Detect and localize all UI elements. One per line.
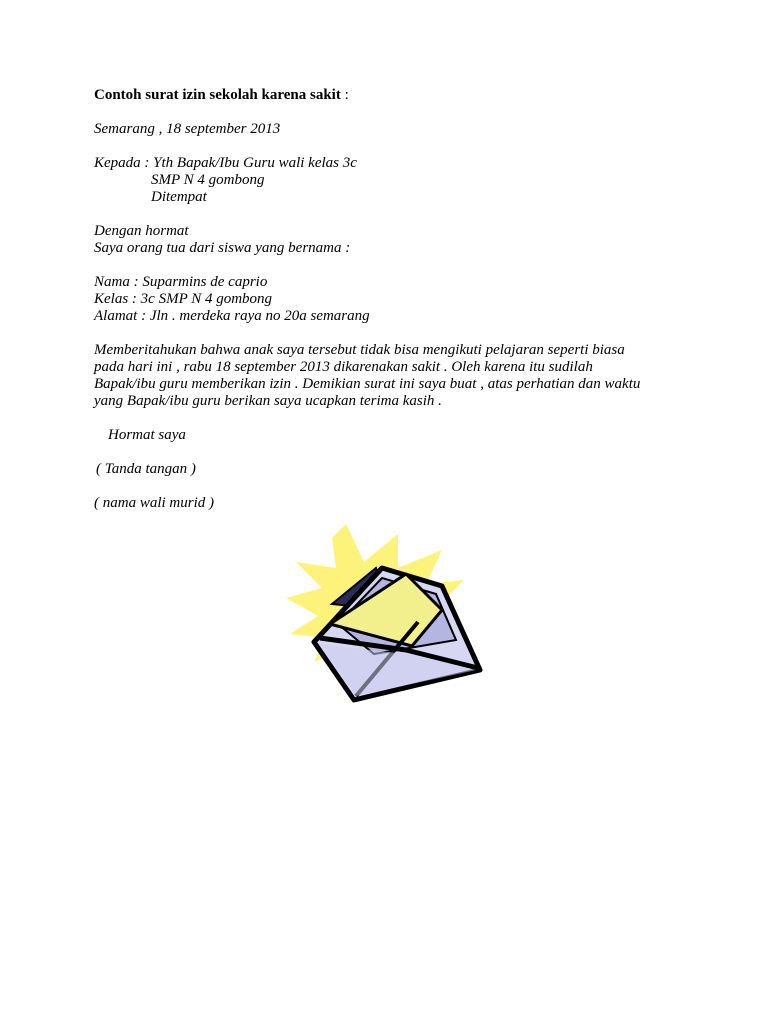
signature-placeholder: ( Tanda tangan ) [96,461,196,477]
student-class-field: Kelas : 3c SMP N 4 gombong [94,291,273,307]
body-line-3: Bapak/ibu guru memberikan izin . Demikian surat ini saya buat , atas perhatian dan waktu [94,376,641,392]
student-address-field: Alamat : Jln . merdeka raya no 20a semarang [94,308,370,324]
heading-colon: : [340,87,349,103]
letter-heading [94,86,349,104]
body-line-1: Memberitahukan bahwa anak saya tersebut tidak bisa mengikuti pelajaran seperti biasa [94,342,625,358]
intro-sentence: Saya orang tua dari siswa yang bernama : [94,240,351,256]
student-name-field: Nama : Suparmins de caprio [94,274,268,290]
closing: Hormat saya [108,427,186,443]
signer-name: ( nama wali murid ) [94,495,214,511]
recipient-line-1: Kepada : Yth Bapak/Ibu Guru wali kelas 3c [94,155,357,171]
envelope-icon [286,522,486,707]
greeting: Dengan hormat [94,223,189,239]
body-line-2: pada hari ini , rabu 18 september 2013 dikarenakan sakit . Oleh karena itu sudilah [94,359,593,375]
recipient-line-3: Ditempat [151,189,207,205]
place-date: Semarang , 18 september 2013 [94,121,281,137]
recipient-line-2: SMP N 4 gombong [151,172,265,188]
heading-bold-text: Contoh surat izin sekolah karena sakit [94,87,341,103]
body-line-4: yang Bapak/ibu guru berikan saya ucapkan terima kasih . [94,393,442,409]
